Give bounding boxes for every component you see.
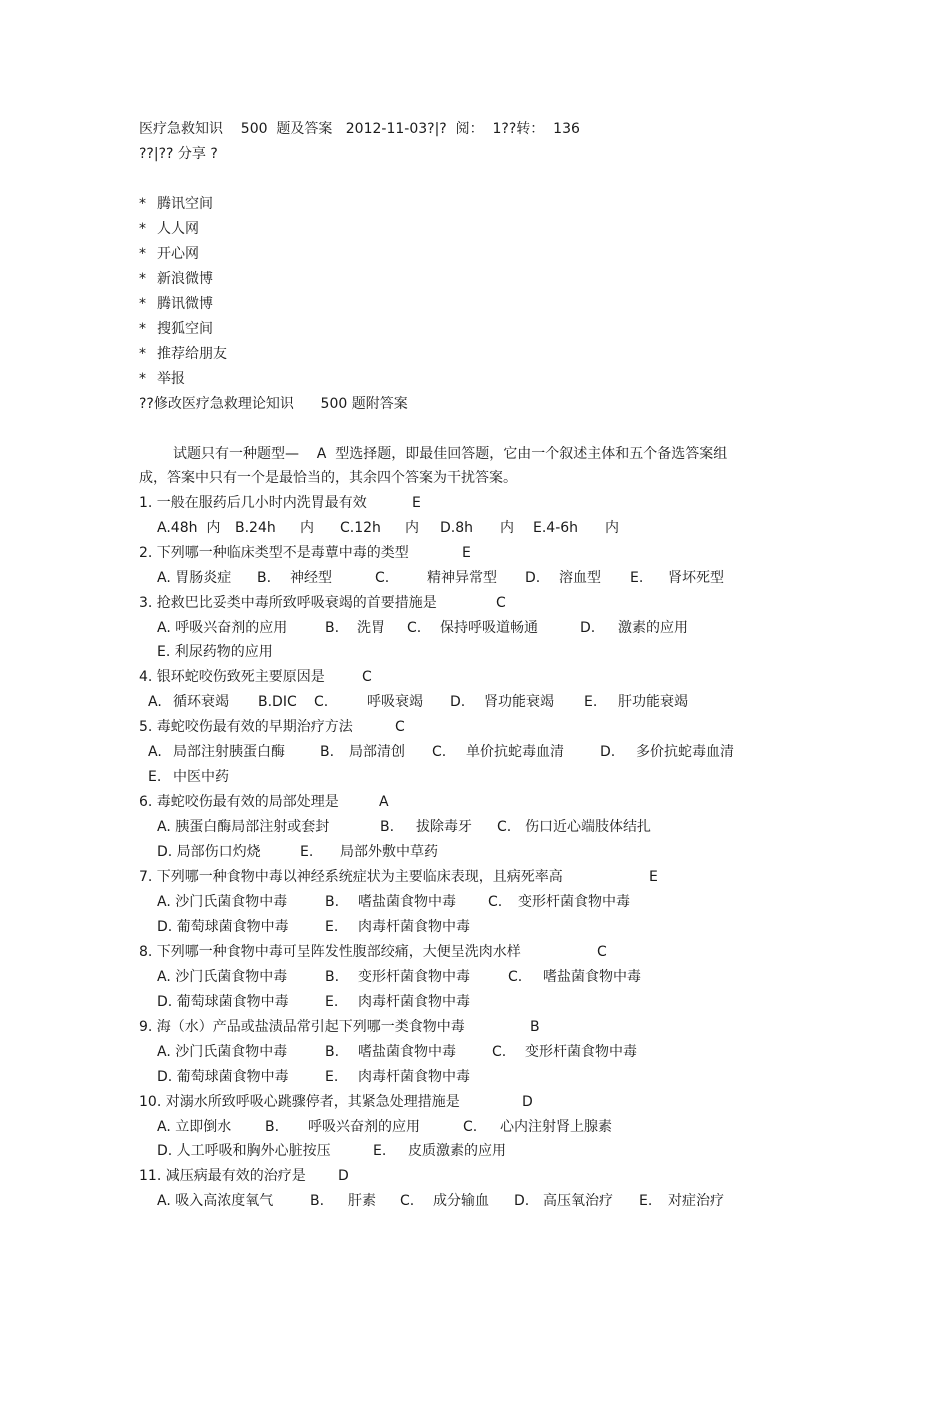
bullet: *	[139, 296, 146, 312]
option: B.	[325, 894, 340, 910]
answer-key: D	[522, 1094, 533, 1110]
option: 局部外敷中草药	[340, 844, 438, 860]
option: B.DIC	[258, 694, 297, 710]
question-text: 1. 一般在服药后几小时内洗胃最有效	[139, 495, 367, 511]
share-item-label: 腾讯空间	[157, 196, 213, 212]
option: A. 沙门氏菌食物中毒	[157, 894, 288, 910]
option-line	[157, 618, 688, 638]
option: 肝素	[348, 1193, 376, 1209]
option: D. 葡萄球菌食物中毒	[157, 994, 289, 1010]
option-line	[157, 1067, 470, 1087]
option: 嗜盐菌食物中毒	[358, 1044, 456, 1060]
option: D.	[580, 620, 596, 636]
option: A. 立即倒水	[157, 1119, 232, 1135]
option-line	[157, 568, 724, 588]
option: C.	[497, 819, 512, 835]
option: C.	[400, 1193, 415, 1209]
share-item-sohu[interactable]	[139, 319, 213, 339]
option: 肝功能衰竭	[618, 694, 688, 710]
bullet: *	[139, 371, 146, 387]
option: E.	[300, 844, 314, 860]
option: D. 葡萄球菌食物中毒	[157, 919, 289, 935]
share-item-label: 开心网	[157, 246, 199, 262]
answer-key: C	[496, 595, 506, 611]
option: 多价抗蛇毒血清	[636, 744, 734, 760]
option: B.	[325, 1044, 340, 1060]
bullet: *	[139, 246, 146, 262]
option: 溶血型	[559, 570, 601, 586]
question-stem	[139, 867, 658, 887]
question-text: 10. 对溺水所致呼吸心跳骤停者，其紧急处理措施是	[139, 1094, 460, 1110]
option: B.	[325, 620, 340, 636]
option: 内	[300, 520, 314, 536]
option: 内	[405, 520, 419, 536]
share-item-label: 举报	[157, 371, 185, 387]
option: A. 沙门氏菌食物中毒	[157, 1044, 288, 1060]
option: 肾功能衰竭	[484, 694, 554, 710]
question-text: 7. 下列哪一种食物中毒以神经系统症状为主要临床表现，且病死率高	[139, 869, 563, 885]
answer-key: A	[379, 794, 389, 810]
bullet: *	[139, 346, 146, 362]
option: D. 局部伤口灼烧	[157, 844, 261, 860]
option: E.	[325, 1069, 339, 1085]
question-stem	[139, 1166, 349, 1186]
question-stem	[139, 717, 405, 737]
question-stem	[139, 792, 389, 812]
share-line[interactable]: ??|?? 分享 ?	[139, 146, 218, 162]
question-stem	[139, 493, 421, 513]
option: 嗜盐菌食物中毒	[358, 894, 456, 910]
option: A. 胰蛋白酶局部注射或套封	[157, 819, 330, 835]
option: 对症治疗	[668, 1193, 724, 1209]
option: C.	[375, 570, 390, 586]
option: B.24h	[235, 520, 276, 536]
option: 心内注射肾上腺素	[500, 1119, 612, 1135]
option: 中医中药	[173, 769, 229, 785]
question-text: 5. 毒蛇咬伤最有效的早期治疗方法	[139, 719, 353, 735]
option: 激素的应用	[618, 620, 688, 636]
option-line	[157, 1191, 724, 1211]
option: A. 吸入高浓度氧气	[157, 1193, 274, 1209]
option: B.	[257, 570, 272, 586]
option-line	[157, 967, 641, 987]
share-item-label: 腾讯微博	[157, 296, 213, 312]
option: C.	[432, 744, 447, 760]
option: 变形杆菌食物中毒	[525, 1044, 637, 1060]
option: 皮质激素的应用	[408, 1143, 506, 1159]
bullet: *	[139, 221, 146, 237]
answer-key: C	[395, 719, 405, 735]
question-stem	[139, 942, 607, 962]
share-item-renren[interactable]	[139, 219, 199, 239]
bullet: *	[139, 271, 146, 287]
option-line	[148, 692, 688, 712]
option-line	[157, 917, 470, 937]
option-line	[157, 1141, 506, 1161]
option: 洗胃	[357, 620, 385, 636]
option-line	[157, 892, 630, 912]
option: B.	[320, 744, 335, 760]
option: 变形杆菌食物中毒	[518, 894, 630, 910]
answer-key: E	[412, 495, 421, 511]
option: 呼吸兴奋剂的应用	[308, 1119, 420, 1135]
option: D.	[514, 1193, 530, 1209]
option: 成分输血	[433, 1193, 489, 1209]
bullet: *	[139, 196, 146, 212]
option: D.8h	[440, 520, 474, 536]
option: D.	[525, 570, 541, 586]
question-stem	[139, 1092, 533, 1112]
option: 局部注射胰蛋白酶	[173, 744, 285, 760]
question-stem	[139, 593, 506, 613]
share-item-recommend[interactable]	[139, 344, 227, 364]
question-text: 3. 抢救巴比妥类中毒所致呼吸衰竭的首要措施是	[139, 595, 437, 611]
option-line	[148, 767, 229, 787]
question-text: 4. 银环蛇咬伤致死主要原因是	[139, 669, 325, 685]
option: E.	[373, 1143, 387, 1159]
option: C.12h	[340, 520, 381, 536]
question-text: 8. 下列哪一种食物中毒可呈阵发性腹部绞痛，大便呈洗肉水样	[139, 944, 521, 960]
option: E.	[148, 769, 162, 785]
option: A.48h 内	[157, 520, 221, 536]
option: C.	[407, 620, 422, 636]
option: E.	[639, 1193, 653, 1209]
option: D. 人工呼吸和胸外心脏按压	[157, 1143, 331, 1159]
option: E.	[325, 919, 339, 935]
question-text: 9. 海（水）产品或盐渍品常引起下列哪一类食物中毒	[139, 1019, 465, 1035]
question-text: 2. 下列哪一种临床类型不是毒蕈中毒的类型	[139, 545, 409, 561]
option: 循环衰竭	[173, 694, 229, 710]
share-item-label: 搜狐空间	[157, 321, 213, 337]
option: 内	[500, 520, 514, 536]
option: A. 胃肠炎症	[157, 570, 232, 586]
option: 单价抗蛇毒血清	[466, 744, 564, 760]
option: 伤口近心端肢体结扎	[525, 819, 651, 835]
share-item-label: 人人网	[157, 221, 199, 237]
option: B.	[265, 1119, 280, 1135]
option: 精神异常型	[427, 570, 497, 586]
option: 变形杆菌食物中毒	[358, 969, 470, 985]
answer-key: B	[530, 1019, 540, 1035]
option: E.	[630, 570, 644, 586]
option: 呼吸衰竭	[367, 694, 423, 710]
answer-key: E	[462, 545, 471, 561]
option: E.	[584, 694, 598, 710]
question-text: 11. 减压病最有效的治疗是	[139, 1168, 306, 1184]
option: 神经型	[290, 570, 332, 586]
option: C.	[314, 694, 329, 710]
option-line	[157, 642, 273, 662]
option-line	[157, 817, 651, 837]
option: B.	[380, 819, 395, 835]
option: 肾坏死型	[668, 570, 724, 586]
intro-paragraph-line-2: 成，答案中只有一个是最恰当的，其余四个答案为干扰答案。	[139, 470, 517, 486]
option: 高压氧治疗	[543, 1193, 613, 1209]
article-title-line: 医疗急救知识 500 题及答案 2012-11-03?|? 阅： 1??转： 136	[139, 121, 580, 137]
option: E.	[325, 994, 339, 1010]
share-item-tencent-weibo[interactable]	[139, 294, 213, 314]
option: 保持呼吸道畅通	[440, 620, 538, 636]
option: B.	[325, 969, 340, 985]
option: D.	[600, 744, 616, 760]
option: 肉毒杆菌食物中毒	[358, 994, 470, 1010]
option: E. 利尿药物的应用	[157, 644, 273, 660]
share-item-report[interactable]	[139, 369, 185, 389]
option-line	[157, 518, 619, 538]
share-item-label: 推荐给朋友	[157, 346, 227, 362]
share-item-qzone[interactable]	[139, 194, 213, 214]
option: C.	[492, 1044, 507, 1060]
option: E.4-6h	[533, 520, 579, 536]
option: D. 葡萄球菌食物中毒	[157, 1069, 289, 1085]
option: B.	[310, 1193, 325, 1209]
answer-key: E	[649, 869, 658, 885]
option: A. 沙门氏菌食物中毒	[157, 969, 288, 985]
option: 嗜盐菌食物中毒	[543, 969, 641, 985]
option-line	[157, 992, 470, 1012]
option: C.	[463, 1119, 478, 1135]
question-text: 6. 毒蛇咬伤最有效的局部处理是	[139, 794, 339, 810]
option: C.	[508, 969, 523, 985]
answer-key: C	[362, 669, 372, 685]
answer-key: C	[597, 944, 607, 960]
question-stem	[139, 543, 471, 563]
option-line	[157, 842, 438, 862]
question-stem	[139, 1017, 540, 1037]
intro-paragraph-line-1: 试题只有一种题型— A 型选择题，即最佳回答题，它由一个叙述主体和五个备选答案组	[173, 446, 728, 462]
answer-key: D	[338, 1168, 349, 1184]
question-stem	[139, 667, 372, 687]
document-subtitle: ??修改医疗急救理论知识 500 题附答案	[139, 396, 408, 412]
option: A.	[148, 744, 162, 760]
option: D.	[450, 694, 466, 710]
option-line	[148, 742, 734, 762]
share-item-label: 新浪微博	[157, 271, 213, 287]
option-line	[157, 1117, 612, 1137]
option-line	[157, 1042, 637, 1062]
share-item-kaixin[interactable]	[139, 244, 199, 264]
option: 局部清创	[349, 744, 405, 760]
option: 拔除毒牙	[416, 819, 472, 835]
option: 内	[605, 520, 619, 536]
bullet: *	[139, 321, 146, 337]
share-item-sina-weibo[interactable]	[139, 269, 213, 289]
option: C.	[488, 894, 503, 910]
option: 肉毒杆菌食物中毒	[358, 919, 470, 935]
option: 肉毒杆菌食物中毒	[358, 1069, 470, 1085]
option: A.	[148, 694, 162, 710]
option: A. 呼吸兴奋剂的应用	[157, 620, 288, 636]
